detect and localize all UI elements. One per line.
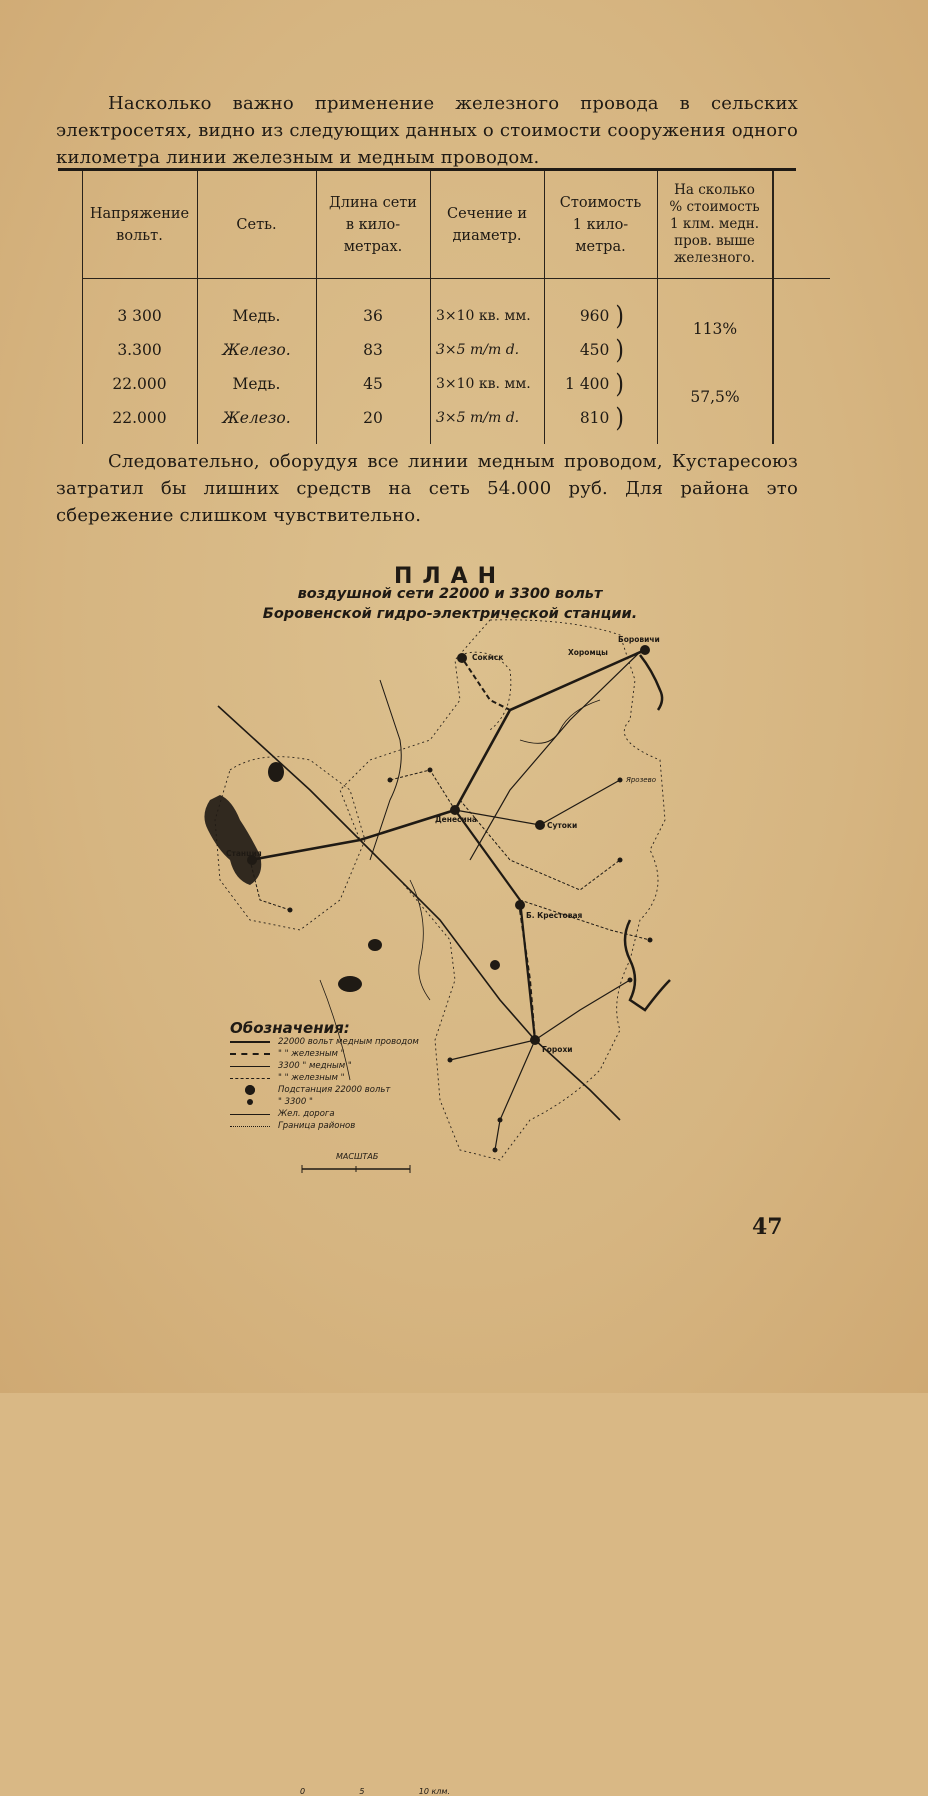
- scale-tick: 0: [300, 1787, 306, 1796]
- header-percent: На сколько % стоимость 1 клм. медн. пров. выше железного.: [669, 182, 760, 266]
- line-3300-copper: [495, 1040, 535, 1150]
- substation-3300: [388, 778, 393, 783]
- line-3300-iron: [520, 900, 650, 940]
- conclusion-paragraph: [56, 448, 798, 529]
- label-krestovaya: Б. Крестовая: [526, 911, 583, 920]
- line-3300-copper: [450, 1040, 535, 1060]
- substation-3300: [618, 858, 623, 863]
- line-3300-iron: [390, 770, 455, 810]
- row3-cost: 1 400 ): [565, 369, 624, 399]
- substation-22000: [640, 645, 650, 655]
- row2-section: 3×5 m/m d.: [436, 342, 520, 358]
- map-title-line1: воздушной сети 22000 и 3300 вольт: [297, 586, 603, 602]
- row4-cost: 810 ): [579, 403, 624, 433]
- river: [410, 880, 430, 1000]
- map-scale: [300, 1152, 820, 1796]
- substation-3300: [648, 938, 653, 943]
- row3-section: 3×10 кв. мм.: [436, 376, 531, 392]
- legend-row: 3300 " медным ": [230, 1060, 460, 1072]
- map-title-line2: Боровенской гидро-электрической станции.: [262, 606, 638, 622]
- row3-length: 45: [363, 375, 383, 393]
- river: [625, 920, 670, 1010]
- table-border-right: [772, 171, 774, 444]
- percent-22000: 57,5%: [690, 388, 740, 406]
- label-gorokhi: Горохи: [542, 1045, 573, 1054]
- line-22000-copper: [250, 650, 645, 860]
- cost-table: [58, 168, 796, 444]
- row2-voltage: 3.300: [117, 341, 162, 359]
- header-voltage: Напряжение вольт.: [89, 205, 190, 244]
- header-length: Длина сети в кило- метрах.: [329, 194, 417, 255]
- intro-text: Насколько важно применение железного провода в сельских электросетях, видно из следующих данных о стоимости сооружения одного километра линии железным и медным проводом.: [56, 93, 798, 168]
- legend-title: Обозначения:: [230, 1019, 350, 1037]
- header-section: Сечение и диаметр.: [446, 205, 528, 244]
- lake: [338, 976, 362, 992]
- label-sokol: Сокмск: [472, 653, 504, 662]
- river: [640, 655, 662, 710]
- substation-22000: [490, 960, 500, 970]
- label-denesina: Денесина: [435, 815, 477, 824]
- row1-cost: 960 ): [579, 301, 624, 331]
- river: [520, 700, 600, 743]
- table-header-rule: [82, 278, 830, 279]
- substation-22000: [450, 805, 460, 815]
- substation-22000: [535, 820, 545, 830]
- row4-section: 3×5 m/m d.: [436, 410, 520, 426]
- map-legend: [230, 1019, 460, 1132]
- scale-bar: [300, 1161, 820, 1791]
- legend-row: Подстанция 22000 вольт: [230, 1084, 460, 1096]
- label-yaroslavl: Ярозево: [626, 776, 657, 784]
- substation-22000: [457, 653, 467, 663]
- legend-row: " " железным ": [230, 1072, 460, 1084]
- label-stanciya: Станция: [226, 849, 262, 858]
- row1-voltage: 3 300: [117, 307, 162, 325]
- substation-22000: [515, 900, 525, 910]
- substation-22000: [530, 1035, 540, 1045]
- substation-3300: [618, 778, 623, 783]
- row4-length: 20: [363, 409, 383, 427]
- header-cost: Стоимость 1 кило- метра.: [559, 194, 642, 255]
- conclusion-text: Следовательно, оборудуя все линии медным проводом, Кустаресоюз затратил бы лишних средств на сеть 54.000 руб. Для района это сбережение слишком чувствительно.: [56, 451, 798, 526]
- intro-paragraph: [56, 90, 798, 171]
- map-title-word: ПЛАН: [393, 564, 507, 589]
- row4-voltage: 22.000: [112, 409, 167, 427]
- legend-row: " 3300 ": [230, 1096, 460, 1108]
- line-22000-iron: [460, 655, 510, 710]
- line-3300-copper: [455, 780, 620, 825]
- row1-network: Медь.: [232, 307, 281, 325]
- line-3300-copper: [535, 980, 630, 1040]
- row1-length: 36: [363, 307, 383, 325]
- network-map: [190, 560, 710, 1796]
- page-number: 47: [752, 1214, 783, 1240]
- district-border: [460, 652, 511, 730]
- label-sutoki: Сутоки: [547, 821, 578, 830]
- legend-row: Жел. дорога: [230, 1108, 460, 1120]
- substation-3300: [288, 908, 293, 913]
- substation-3300: [498, 1118, 503, 1123]
- lake: [368, 939, 382, 951]
- legend-row: 22000 вольт медным проводом: [230, 1036, 460, 1048]
- legend-row: Граница районов: [230, 1120, 460, 1132]
- row4-network: Железо.: [222, 409, 291, 427]
- row2-network: Железо.: [222, 341, 291, 359]
- percent-3300: 113%: [692, 320, 738, 338]
- scale-label: МАСШТАБ: [336, 1152, 379, 1161]
- row1-section: 3×10 кв. мм.: [436, 308, 531, 324]
- scale-tick: 5: [359, 1787, 365, 1796]
- row3-network: Медь.: [232, 375, 281, 393]
- header-network: Сеть.: [236, 216, 277, 233]
- legend-row: " " железным ": [230, 1048, 460, 1060]
- scale-tick: 10 клм.: [418, 1787, 450, 1796]
- substation-3300: [428, 768, 433, 773]
- line-22000-copper: [455, 810, 535, 1040]
- line-3300-iron: [460, 800, 620, 890]
- row3-voltage: 22.000: [112, 375, 167, 393]
- label-khoromy: Хоромцы: [568, 648, 608, 657]
- label-borovichi: Боровичи: [618, 635, 660, 644]
- row2-length: 83: [363, 341, 383, 359]
- substation-3300: [628, 978, 633, 983]
- row2-cost: 450 ): [579, 335, 624, 365]
